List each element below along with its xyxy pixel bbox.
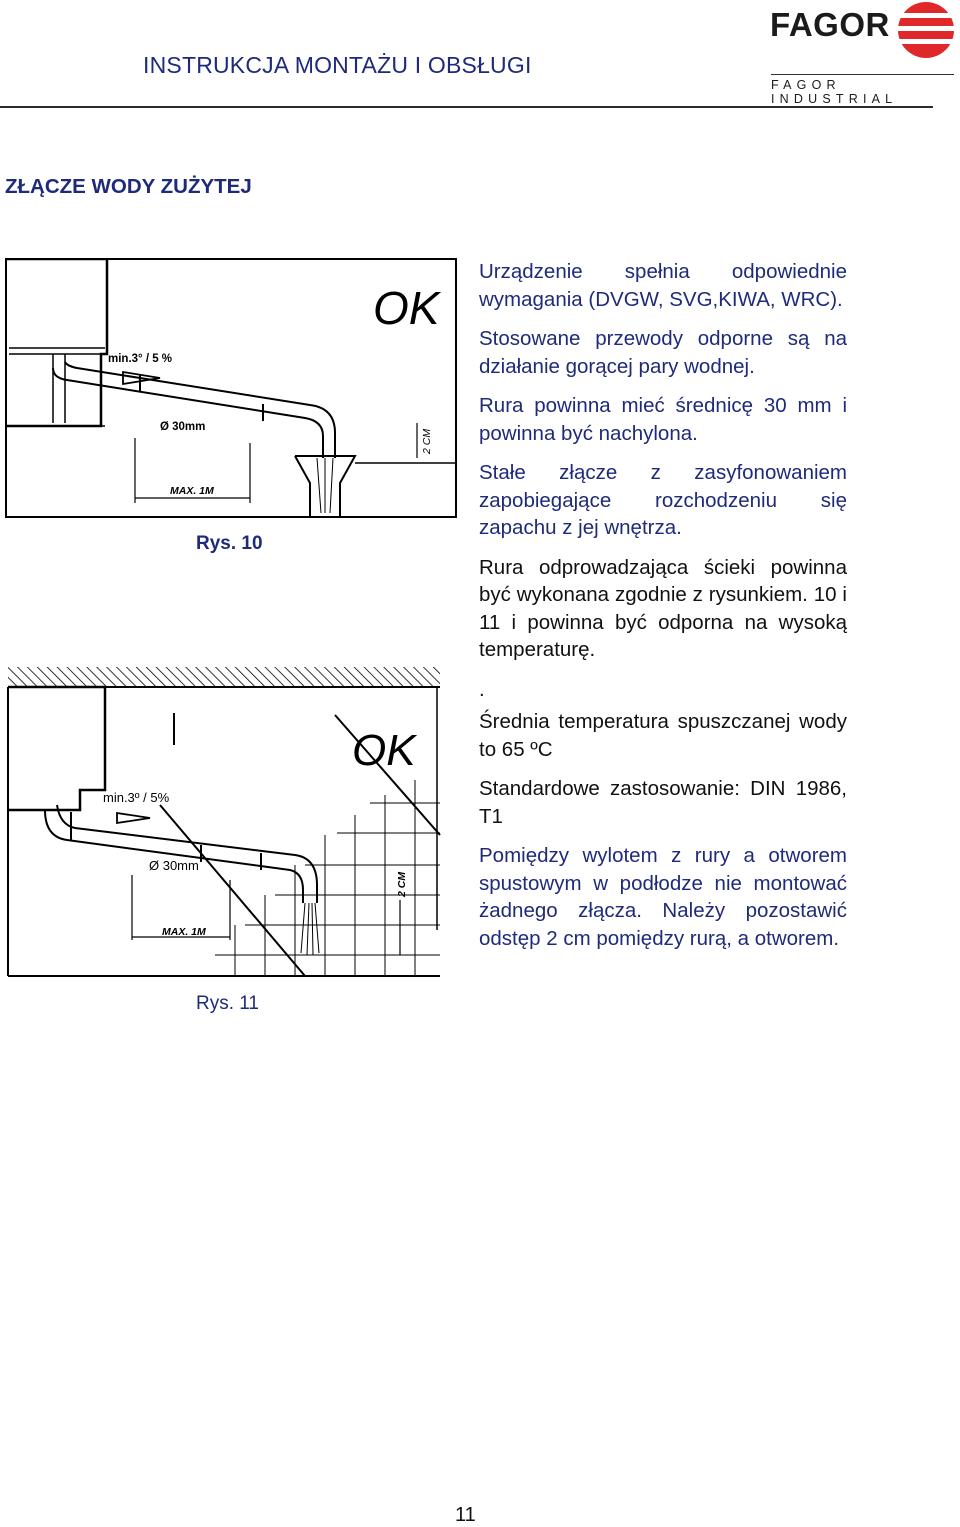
paragraph-dot: . — [479, 677, 485, 701]
paragraph-drain-pipe: Rura odprowadzająca ścieki powinna być wykonana zgodnie z rysunkiem. 10 i 11 i powinna być odporna na wysoką temperaturę. — [479, 555, 847, 661]
figure-10-caption: Rys. 10 — [196, 533, 263, 554]
figure-10-slope-label: min.3° / 5 % — [108, 353, 173, 365]
paragraph-standard: Standardowe zastosowanie: DIN 1986, T1 — [479, 777, 847, 828]
header-rule — [0, 106, 933, 108]
figure-10-ok-label: OK — [373, 282, 440, 334]
paragraph-pipes-resistance: Stosowane przewody odporne są na działanie gorącej pary wodnej. — [479, 327, 847, 378]
section-title: ZŁĄCZE WODY ZUŻYTEJ — [5, 175, 252, 198]
figure-11-drain-diagram — [5, 665, 441, 978]
document-header-title: INSTRUKCJA MONTAŻU I OBSŁUGI — [143, 52, 532, 78]
figure-10-drain-diagram — [5, 258, 458, 520]
paragraph-temperature: Średnia temperatura spuszczanej wody to 65 ºC — [479, 710, 847, 761]
fagor-logo-icon — [896, 0, 956, 62]
paragraph-pipe-diameter: Rura powinna mieć średnicę 30 mm i powinna być nachylona. — [479, 394, 847, 445]
figure-11-diameter-label: Ø 30mm — [149, 858, 199, 873]
figure-11-ok-label: OK — [352, 726, 416, 775]
figure-11-caption: Rys. 11 — [196, 993, 260, 1014]
figure-11-max-label: MAX. 1M — [162, 926, 206, 938]
paragraph-no-connector: Pomiędzy wylotem z rury a otworem spustowym w podłodze nie montować żadnego złącza. Należy pozostawić odstęp 2 cm pomiędzy rurą, a otworem. — [479, 844, 847, 950]
instructions-text-column — [479, 258, 847, 964]
figure-10-gap-label: 2 CM — [421, 428, 433, 454]
paragraph-siphon: Stałe złącze z zasyfonowaniem zapobiegające rozchodzeniu się zapachu z jej wnętrza. — [479, 461, 847, 539]
paragraph-requirements: Urządzenie spełnia odpowiednie wymagania (DVGW, SVG,KIWA, WRC). — [479, 260, 847, 311]
figure-10-max-label: MAX. 1M — [170, 485, 214, 497]
figure-10-diameter-label: Ø 30mm — [160, 421, 206, 433]
page-number: 11 — [455, 1504, 476, 1526]
figure-11-slope-label: min.3º / 5% — [103, 790, 170, 805]
figure-11-gap-label: 2 CM — [396, 871, 408, 897]
logo-divider — [771, 74, 954, 75]
fagor-logo-text: FAGOR — [770, 6, 890, 43]
fagor-industrial-text: FAGOR INDUSTRIAL — [771, 78, 898, 106]
